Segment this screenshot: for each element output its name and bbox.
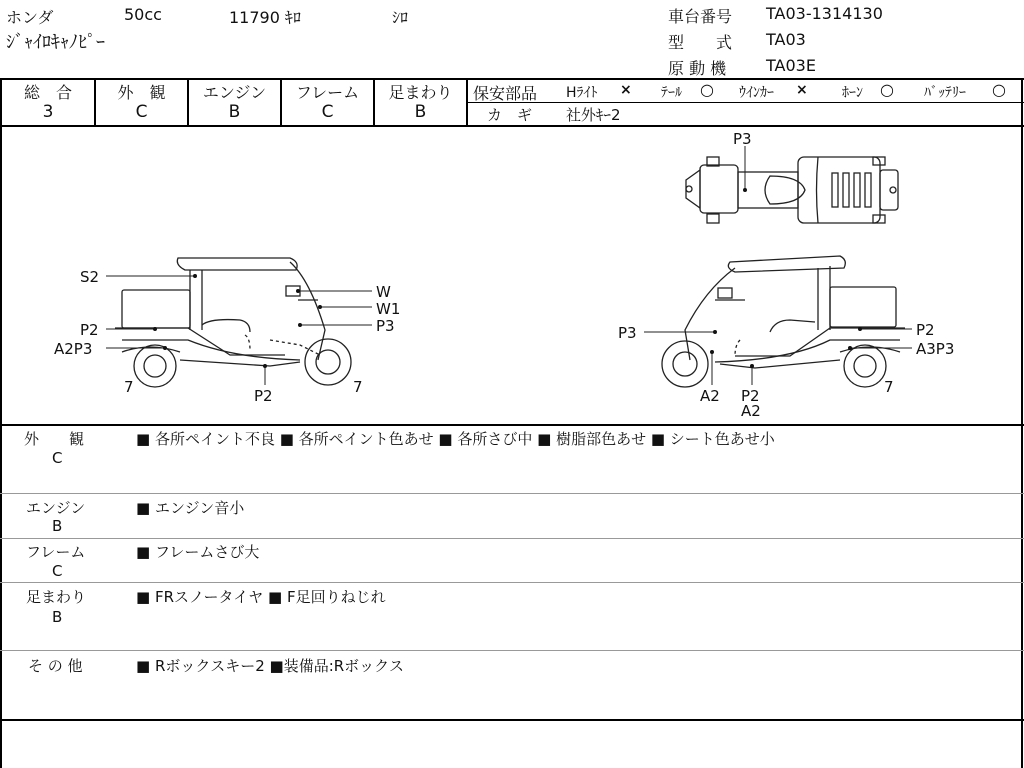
- remark-label-exterior: 外 観: [24, 430, 85, 448]
- diagram-label: P2: [741, 387, 760, 405]
- remark-grade-frame: C: [52, 562, 63, 580]
- safety-item-headlight: Hﾗｲﾄ: [566, 85, 598, 101]
- displacement: 50cc: [124, 5, 162, 24]
- safety-item-battery: ﾊﾞｯﾃﾘｰ: [924, 85, 966, 101]
- type-value: TA03: [766, 30, 806, 49]
- grade-value-frame: C: [321, 102, 334, 122]
- type-label: 型 式: [668, 33, 733, 52]
- grade-label-suspension: 足まわり: [388, 83, 453, 102]
- diagram-label: P2: [916, 321, 935, 339]
- safety-mark-battery: ○: [992, 80, 1006, 99]
- divider: [0, 582, 1024, 583]
- safety-item-tail: ﾃｰﾙ: [661, 85, 682, 101]
- diagram-label: W1: [376, 300, 401, 318]
- grade-label-frame: フレーム: [295, 83, 360, 102]
- diagram-label: 7: [884, 378, 894, 396]
- remark-label-other: そ の 他: [28, 657, 83, 675]
- remark-grade-suspension: B: [52, 608, 63, 626]
- diagram-label: A2P3: [54, 340, 93, 358]
- divider: [0, 719, 1024, 721]
- right-side-scooter-icon: [662, 256, 905, 387]
- diagram-label: S2: [80, 268, 100, 286]
- divider: [0, 538, 1024, 539]
- safety-mark-tail: ○: [700, 80, 714, 99]
- damage-diagram: [0, 127, 1020, 425]
- engine-value: TA03E: [766, 56, 816, 75]
- remark-text-other: ■ Rボックスキー2 ■装備品:Rボックス: [136, 657, 405, 675]
- diagram-label: P3: [376, 317, 395, 335]
- diagram-label: P3: [733, 130, 752, 148]
- divider: [0, 650, 1024, 651]
- remark-label-frame: フレーム: [26, 543, 86, 561]
- grade-label-exterior: 外 観: [117, 83, 166, 102]
- diagram-label: A3P3: [916, 340, 955, 358]
- frame-no-value: TA03-1314130: [766, 4, 883, 23]
- key-value: 社外ｷｰ2: [566, 106, 621, 124]
- remark-text-exterior: ■ 各所ペイント不良 ■ 各所ペイント色あせ ■ 各所さび中 ■ 樹脂部色あせ ■ シート色あせ小: [136, 430, 775, 448]
- remark-text-engine: ■ エンジン音小: [136, 499, 245, 517]
- diagram-label: P3: [618, 324, 637, 342]
- grade-label-overall: 総 合: [23, 83, 72, 102]
- frame-no-label: 車台番号: [668, 7, 733, 26]
- left-side-scooter-icon: [115, 258, 351, 387]
- grade-value-engine: B: [228, 102, 241, 122]
- grade-label-engine: エンジン: [202, 83, 267, 102]
- diagram-label: 7: [124, 378, 134, 396]
- safety-mark-winker: ×: [796, 82, 808, 98]
- diagram-label: W: [376, 283, 391, 301]
- safety-mark-headlight: ×: [620, 82, 632, 98]
- top-view-scooter-icon: [686, 157, 898, 223]
- grade-value-exterior: C: [135, 102, 148, 122]
- color: ｼﾛ: [392, 8, 409, 27]
- divider: [0, 424, 1024, 426]
- remark-text-frame: ■ フレームさび大: [136, 543, 260, 561]
- diagram-label: P2: [254, 387, 273, 405]
- divider: [466, 78, 468, 125]
- safety-item-winker: ｳｲﾝｶｰ: [739, 85, 774, 101]
- remark-label-suspension: 足まわり: [26, 588, 87, 606]
- remark-label-engine: エンジン: [26, 499, 86, 517]
- diagram-label: P2: [80, 321, 99, 339]
- remark-grade-exterior: C: [52, 449, 63, 467]
- safety-label: 保安部品: [473, 84, 538, 103]
- remark-text-suspension: ■ FRスノータイヤ ■ F足回りねじれ: [136, 588, 386, 606]
- divider: [1021, 78, 1023, 768]
- diagram-label: A2: [741, 402, 761, 420]
- remark-grade-engine: B: [52, 517, 63, 535]
- mileage: 11790 ｷﾛ: [229, 8, 301, 27]
- diagram-label: A2: [700, 387, 720, 405]
- safety-mark-horn: ○: [880, 80, 894, 99]
- key-label: カ ギ: [487, 106, 533, 124]
- model-name: ｼﾞｬｲﾛｷｬﾉﾋﾟｰ: [6, 32, 105, 53]
- safety-item-horn: ﾎｰﾝ: [842, 85, 863, 101]
- grade-value-suspension: B: [414, 102, 427, 122]
- engine-label: 原 動 機: [668, 59, 727, 78]
- divider: [467, 102, 1024, 103]
- diagram-label: 7: [353, 378, 363, 396]
- maker: ホンダ: [6, 8, 54, 27]
- divider: [0, 493, 1024, 494]
- grade-value-overall: 3: [42, 102, 54, 122]
